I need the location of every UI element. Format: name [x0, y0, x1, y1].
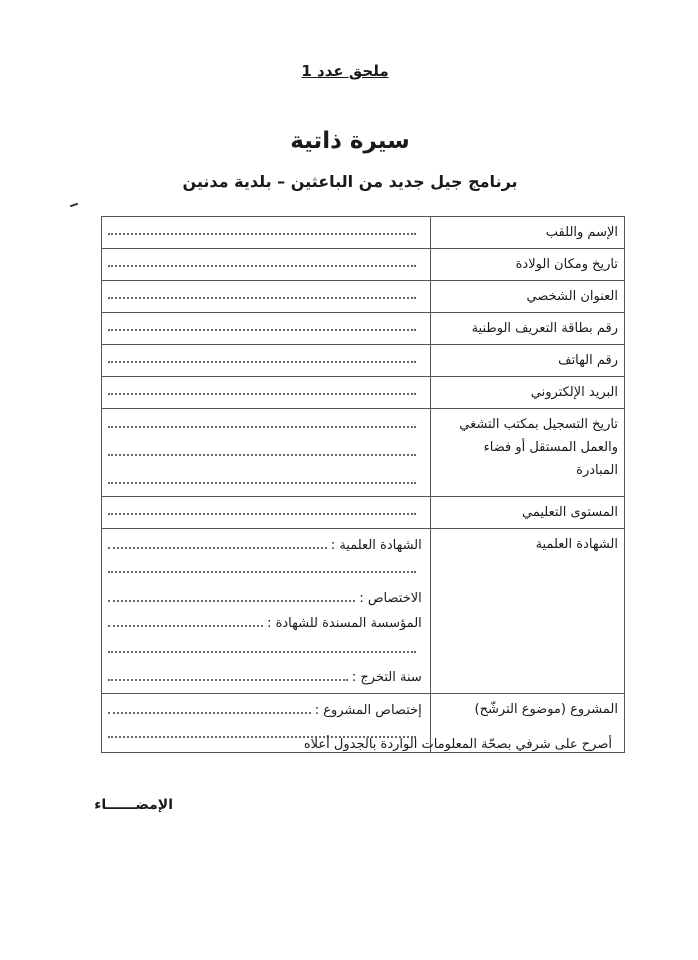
- document-subtitle: برنامج جيل جديد من الباعثين – بلدية مدنين: [182, 172, 518, 191]
- row-label-email: البريد الإلكتروني: [430, 377, 624, 409]
- document-title: سيرة ذاتية: [290, 128, 410, 154]
- birth-field[interactable]: [102, 249, 431, 281]
- table-row: [102, 249, 625, 281]
- row-label-diploma: الشهادة العلمية: [430, 529, 624, 694]
- education-field[interactable]: [102, 497, 431, 529]
- table-row: [102, 281, 625, 313]
- table-row: [102, 313, 625, 345]
- row-label-id-card: رقم بطاقة التعريف الوطنية: [430, 313, 624, 345]
- signature-label: الإمضــــــاء: [94, 797, 173, 813]
- row-label-project: المشروع (موضوع الترشّح): [430, 694, 624, 753]
- row-label-education: المستوى التعليمي: [430, 497, 624, 529]
- declaration-text: أصرح على شرفي بصحّة المعلومات الواردة بالجدول أعلاه: [303, 737, 612, 752]
- address-field[interactable]: [102, 281, 431, 313]
- registration-label-line2: والعمل المستقل أو فضاء: [483, 440, 618, 455]
- email-field[interactable]: [102, 377, 431, 409]
- table-row: [102, 345, 625, 377]
- row-label-name: الإسم واللقب: [430, 217, 624, 249]
- row-label-phone: رقم الهاتف: [430, 345, 624, 377]
- table-row: [102, 409, 625, 497]
- certificate-label: الشهادة العلمية :: [330, 538, 422, 553]
- grad-year-label: سنة التخرج :: [351, 670, 422, 685]
- institution-label: المؤسسة المسندة للشهادة :: [267, 616, 422, 631]
- table-row: [102, 217, 625, 249]
- table-row: [102, 529, 625, 694]
- ink-mark: [70, 203, 78, 208]
- row-label-birth: تاريخ ومكان الولادة: [430, 249, 624, 281]
- registration-label-line1: تاريخ التسجيل بمكتب التشغي: [459, 417, 618, 432]
- specialty-label: الاختصاص :: [359, 591, 422, 606]
- annex-number: ملحق عدد 1: [301, 62, 389, 80]
- cv-form-table: [101, 216, 625, 753]
- row-label-address: العنوان الشخصي: [430, 281, 624, 313]
- table-row: [102, 377, 625, 409]
- name-field[interactable]: [102, 217, 431, 249]
- phone-field[interactable]: [102, 345, 431, 377]
- project-specialty-label: إختصاص المشروع :: [314, 703, 422, 718]
- id-card-field[interactable]: [102, 313, 431, 345]
- registration-label-line3: المبادرة: [576, 463, 618, 478]
- row-label-registration: [430, 409, 624, 497]
- diploma-field[interactable]: [102, 529, 431, 694]
- registration-field[interactable]: [102, 409, 431, 497]
- table-row: [102, 497, 625, 529]
